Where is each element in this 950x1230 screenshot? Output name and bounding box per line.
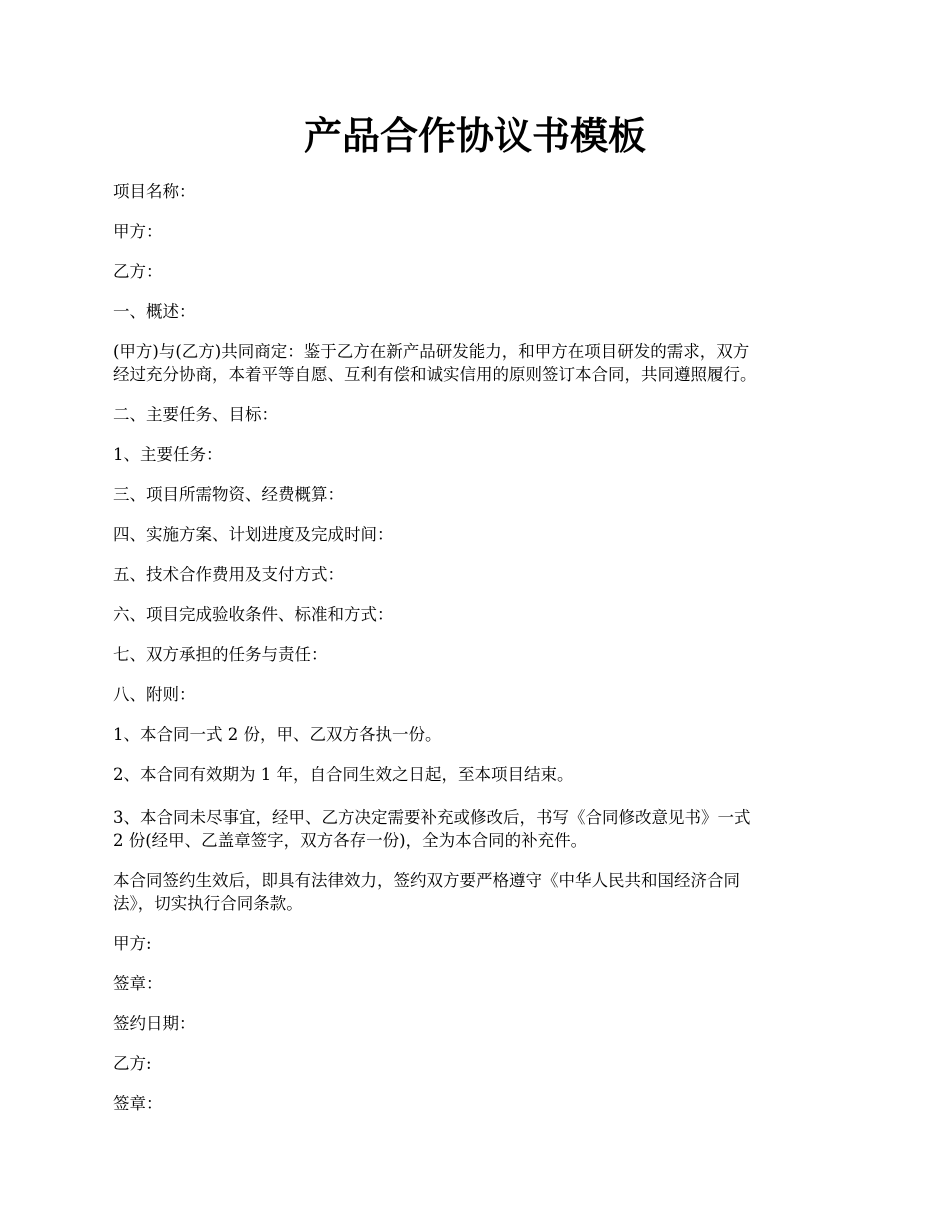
signature-party-b: 乙方: bbox=[113, 1054, 152, 1073]
section-1-paragraph-line-1: (甲方)与(乙方)共同商定：鉴于乙方在新产品研发能力，和甲方在项目研发的需求，双方 bbox=[113, 342, 750, 361]
field-project-name: 项目名称： bbox=[113, 182, 196, 201]
signature-party-b-seal: 签章： bbox=[113, 1094, 163, 1113]
section-2-item-1: 1、主要任务： bbox=[113, 445, 223, 464]
section-1-paragraph-line-2: 经过充分协商，本着平等自愿、互利有偿和诚实信用的原则签订本合同，共同遵照履行。 bbox=[113, 365, 757, 384]
section-1-heading: 一、概述： bbox=[113, 302, 196, 321]
section-5-heading: 五、技术合作费用及支付方式： bbox=[113, 565, 344, 584]
section-8-item-3-line-2: 2 份(经甲、乙盖章签字，双方各存一份)，全为本合同的补充件。 bbox=[113, 831, 588, 850]
section-7-heading: 七、双方承担的任务与责任： bbox=[113, 645, 328, 664]
section-8-item-3-line-1: 3、本合同未尽事宜，经甲、乙方决定需要补充或修改后，书写《合同修改意见书》一式 bbox=[113, 808, 751, 827]
field-party-b: 乙方： bbox=[113, 262, 163, 281]
closing-paragraph-line-1: 本合同签约生效后，即具有法律效力，签约双方要严格遵守《中华人民共和国经济合同 bbox=[113, 871, 740, 890]
section-4-heading: 四、实施方案、计划进度及完成时间： bbox=[113, 525, 394, 544]
field-party-a: 甲方： bbox=[113, 222, 163, 241]
section-8-heading: 八、附则： bbox=[113, 685, 196, 704]
section-3-heading: 三、项目所需物资、经费概算： bbox=[113, 485, 344, 504]
closing-paragraph-line-2: 法》，切实执行合同条款。 bbox=[113, 894, 303, 913]
section-2-heading: 二、主要任务、目标： bbox=[113, 405, 278, 424]
section-6-heading: 六、项目完成验收条件、标准和方式： bbox=[113, 605, 394, 624]
section-8-item-2: 2、本合同有效期为 1 年，自合同生效之日起，至本项目结束。 bbox=[113, 765, 574, 784]
signature-party-a: 甲方: bbox=[113, 934, 152, 953]
signature-date: 签约日期： bbox=[113, 1014, 196, 1033]
document-title: 产品合作协议书模板 bbox=[303, 113, 646, 158]
signature-party-a-seal: 签章： bbox=[113, 974, 163, 993]
section-8-item-1: 1、本合同一式 2 份，甲、乙双方各执一份。 bbox=[113, 725, 442, 744]
